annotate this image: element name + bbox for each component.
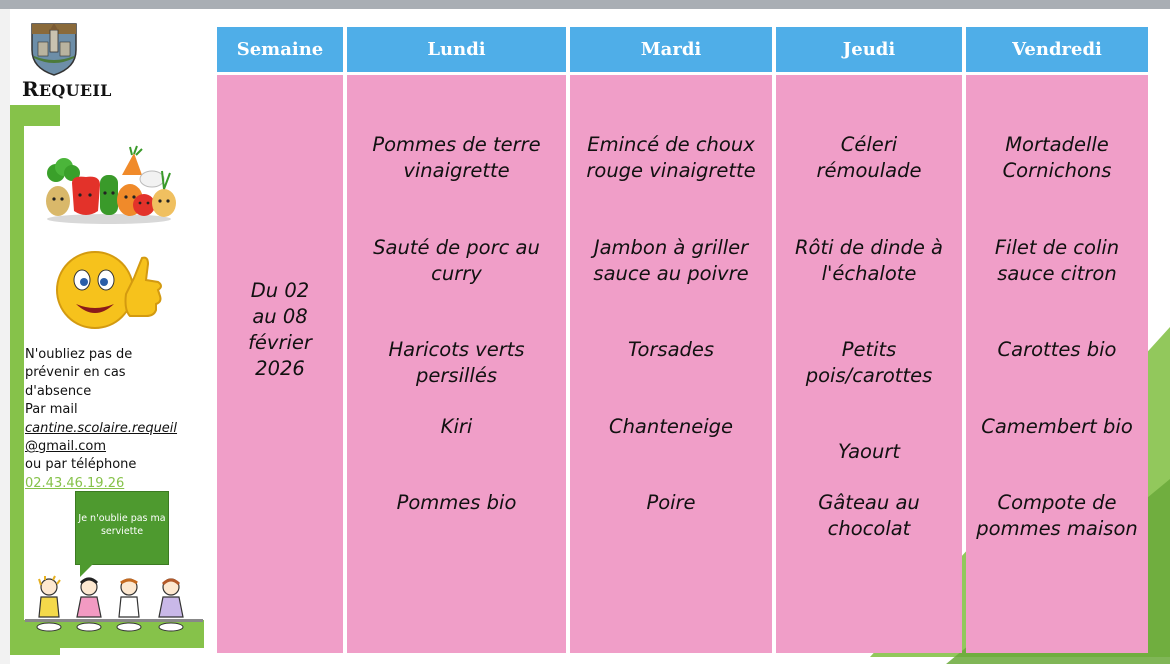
menu-item: Pommes bio [396,491,517,514]
notice-line: prévenir en cas [25,365,126,381]
header-semaine: Semaine [217,27,343,72]
header-vendredi: Vendredi [966,27,1148,72]
notice-line: ou par téléphone [25,457,137,473]
header-mardi: Mardi [570,27,772,72]
menu-item: Compote de pommes maison [976,491,1138,540]
menu-item: Petits pois/carottes [805,338,933,387]
vegetables-illustration [42,145,177,225]
speech-bubble-text: Je n'oublie pas ma serviette [78,513,166,537]
town-name: REQUEIL [22,77,112,101]
menu-item: Yaourt [837,440,901,463]
column-mardi [570,75,772,653]
column-semaine [217,75,343,653]
header-lundi: Lundi [347,27,566,72]
notice-line: N'oubliez pas de [25,347,133,362]
week-dates: Du 02 au 08 février 2026 [248,279,312,380]
town-crest-logo [30,20,78,76]
header-jeudi: Jeudi [776,27,962,72]
phone-link[interactable]: 02.43.46.19.26 [25,475,125,491]
column-vendredi [966,75,1148,653]
menu-item: Gâteau au chocolat [818,491,920,540]
menu-item: Céleri rémoulade [816,133,922,182]
menu-item: Mortadelle Cornichons [1002,133,1112,182]
column-lundi [347,75,566,653]
menu-item: Rôti de dinde à l'échalote [795,236,943,285]
menu-item: Chanteneige [608,415,734,438]
notice-line: Par mail [25,402,78,418]
menu-item: Pommes de terre vinaigrette [372,133,541,182]
menu-item: Sauté de porc au curry [373,236,540,285]
menu-item: Torsades [627,338,715,361]
notice-line: d'absence [25,383,92,399]
smiley-thumbs-up-icon [50,250,168,336]
menu-item: Haricots verts persillés [388,338,525,387]
speech-bubble [75,491,169,565]
menu-item: Filet de colin sauce citron [994,236,1120,285]
menu-item: Camembert bio [981,415,1133,438]
column-jeudi [776,75,962,653]
menu-item: Poire [646,491,696,514]
menu-item: Carottes bio [997,338,1117,361]
absence-notice [25,346,197,493]
children-at-table-illustration [25,575,203,641]
menu-item: Emincé de choux rouge vinaigrette [586,133,756,182]
menu-item: Jambon à griller sauce au poivre [593,236,749,285]
email-link[interactable]: cantine.scolaire.requeil [25,420,178,436]
email-link-domain[interactable]: @gmail.com [25,439,107,455]
top-bar [0,0,1170,9]
menu-item: Kiri [440,415,473,438]
